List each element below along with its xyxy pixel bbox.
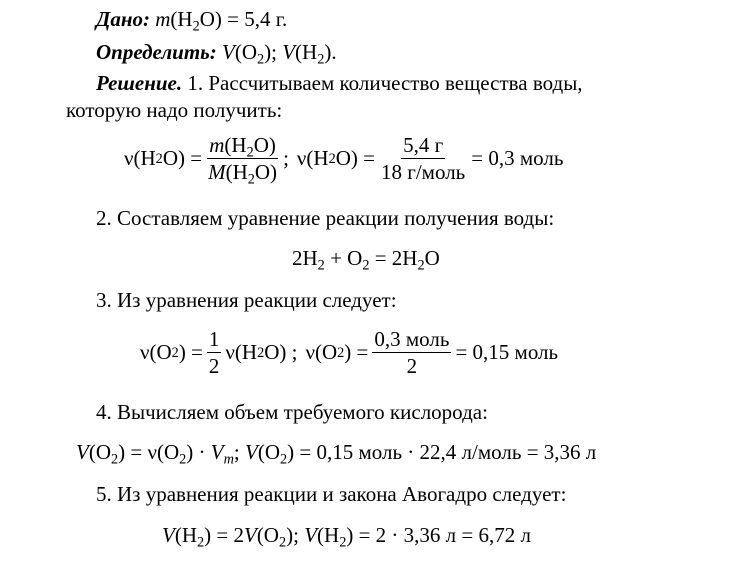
solution-step3: [96, 288, 397, 313]
step3-text: 3. Из уравнения реакции следует:: [96, 288, 397, 312]
given-line: [96, 7, 288, 35]
volume-symbol: V: [222, 40, 235, 64]
solution-step2: [96, 206, 554, 231]
formula-part: (H: [295, 40, 318, 64]
formula-part: (H: [306, 146, 329, 171]
formula-part: O) =: [335, 146, 375, 171]
step4-text: 4. Вычисляем объем требуемого кислорода:: [96, 400, 488, 424]
equation-1: ν (H 2 O) = $\frac{m(H_2O)}{M(H_2O)}$ ; ν (H 2 O) = $\frac{5,4 г}{\text{18 г/моль}}$ = 0,3 моль: [124, 133, 564, 188]
solution-step1-line1: [96, 71, 583, 96]
semicolon: ;: [283, 146, 289, 171]
subscript: 2: [192, 18, 200, 35]
nu-symbol: ν: [296, 146, 307, 171]
fraction-denominator: 18 г/моль: [380, 160, 466, 185]
find-label: Определить:: [96, 40, 217, 64]
fraction-values: [379, 132, 467, 186]
mass-symbol: m: [155, 7, 171, 31]
nu-symbol: ν: [124, 146, 134, 171]
fraction-mass-over-molar-mass: [206, 132, 279, 186]
find-line: [96, 40, 337, 68]
formula-part: O) =: [162, 146, 203, 171]
equation-3: ν (O 2 ) = $\frac{1}{2}$ ν (H 2 O) ; ν (O 2 ) = $\frac{\text{0,3 моль}}{2}$ = 0,15 моль: [140, 327, 559, 379]
subscript: 2: [317, 51, 325, 68]
solution-step1-line2: [66, 98, 282, 123]
result-value: = 0,15 моль: [455, 340, 559, 365]
given-value: O) = 5,4 г.: [199, 7, 288, 31]
formula-part: (H: [133, 146, 156, 171]
step5-text: 5. Из уравнения реакции и закона Авогадро следует:: [96, 482, 567, 506]
step1-text-cont: которую надо получить:: [66, 98, 283, 122]
step1-text: 1. Рассчитываем количество вещества воды,: [182, 71, 583, 95]
result-value: = 0,3 моль: [471, 146, 564, 171]
volume-symbol: V: [282, 40, 296, 64]
equation-2: $2H_2 + O_2 = 2H_2O$: [292, 246, 440, 274]
solution-label: Решение.: [96, 71, 183, 95]
equation-4: $V(O_2) = \nu(O_2) \cdot V_m$; $V(O_2) = 0,15$ моль · 22,4 л/моль = 3,36 л: [76, 440, 597, 468]
fraction-numerator: 5,4 г: [401, 132, 445, 159]
given-formula-part: (H: [170, 7, 193, 31]
fraction-one-half: $\frac{1}{2}$: [208, 327, 220, 379]
fraction-denominator: $M(H_2O)$: [208, 160, 278, 188]
subscript: 2: [257, 51, 265, 68]
fraction-numerator: $m(H_2O)$: [209, 133, 276, 161]
separator: );: [264, 40, 283, 64]
fraction-values: $\frac{\text{0,3 моль}}{2}$: [374, 327, 450, 379]
solution-step4: [96, 400, 488, 425]
formula-end: ).: [324, 40, 337, 64]
given-label: Дано:: [96, 7, 150, 31]
formula-part: (O: [234, 40, 257, 64]
solution-step5: [96, 482, 566, 507]
equation-5: $V(H_2) = 2V(O_2)$; $V(H_2) = 2 \cdot 3,36$ л = 6,72 л: [162, 523, 531, 551]
step2-text: 2. Составляем уравнение реакции получения воды:: [96, 206, 555, 230]
